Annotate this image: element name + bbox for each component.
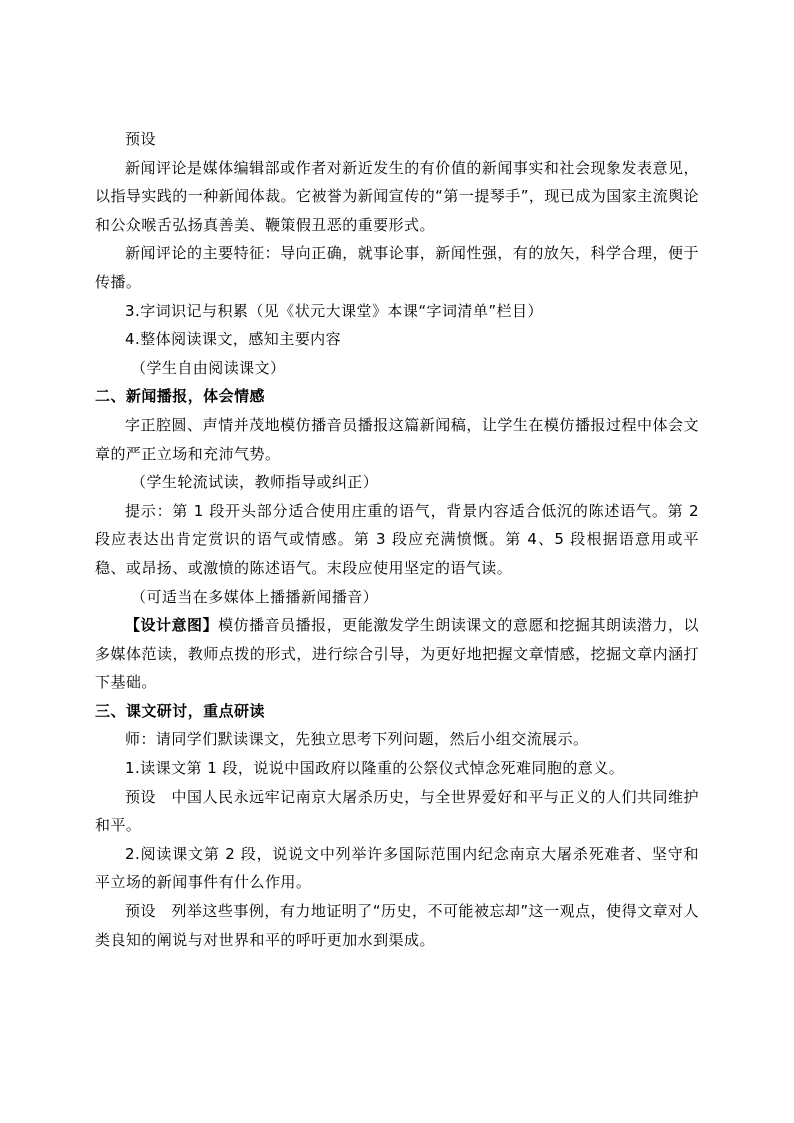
paragraph-question-2: 2.阅读课文第 2 段，说说文中列举许多国际范围内纪念南京大屠杀死难者、坚守和平立场的新闻事件有什么作用。: [95, 844, 699, 892]
paragraph-design-intent: [95, 611, 699, 697]
paragraph-answer-2: 预设 列举这些事例，有力地证明了“历史，不可能被忘却”这一观点，使得文章对人类良知的阐说与对世界和平的呼吁更加水到渠成。: [95, 902, 699, 949]
paragraph-news-broadcast: 字正腔圆、声情并茂地模仿播音员播报这篇新闻稿，让学生在模仿播报过程中体会文章的严正立场和充沛气势。: [95, 415, 699, 463]
paragraph-multimedia: （可适当在多媒体上播播新闻播音）: [131, 587, 379, 606]
paragraph-teacher-instruction: 师：请同学们默读课文，先独立思考下列问题，然后小组交流展示。: [125, 730, 589, 749]
paragraph-news-commentary-features: 新闻评论的主要特征：导向正确，就事论事，新闻性强，有的放矢，科学合理，便于传播。: [95, 244, 699, 291]
paragraph-question-1: 1.读课文第 1 段，说说中国政府以隆重的公祭仪式悼念死难同胞的意义。: [125, 759, 625, 778]
paragraph-tips: 提示：第 1 段开头部分适合使用庄重的语气，背景内容适合低沉的陈述语气。第 2 段应表达出肯定赏识的语气或情感。第 3 段应充满愤慨。第 4、5 段根据语意用或平稳、或昂扬、或激愤的陈述语气。末段应使用坚定的语气读。: [95, 501, 705, 577]
paragraph-vocabulary: 3.字词识记与积累（见《状元大课堂》本课“字词清单”栏目）: [125, 301, 543, 320]
document-body: [95, 125, 705, 954]
paragraph-news-commentary-definition: 新闻评论是媒体编辑部或作者对新近发生的有价值的新闻事实和社会现象发表意见，以指导实践的一种新闻体裁。它被誉为新闻宣传的“第一提琴手”，现已成为国家主流舆论和公众喉舌弘扬真善美、鞭策假丑恶的重要形式。: [95, 158, 699, 234]
paragraph-free-reading: （学生自由阅读课文）: [131, 358, 286, 377]
paragraph-trial-reading: （学生轮流试读，教师指导或纠正）: [131, 473, 379, 492]
paragraph-answer-1: 预设 中国人民永远牢记南京大屠杀历史，与全世界爱好和平与正义的人们共同维护和平。: [95, 787, 699, 835]
paragraph-overall-reading: 4.整体阅读课文，感知主要内容: [125, 330, 342, 349]
preset-label: 预设: [125, 130, 156, 148]
design-intent-text: 模仿播音员播报，更能激发学生朗读课文的意愿和挖掘其朗读潜力，以多媒体范读，教师点拨的形式，进行综合引导，为更好地把握文章情感，挖掘文章内涵打下基础。: [95, 616, 699, 692]
design-intent-tag: 【设计意图】: [125, 616, 219, 635]
section-heading-2: 二、新闻播报，体会情感: [95, 387, 265, 406]
section-heading-3: 三、课文研讨，重点研读: [95, 701, 265, 720]
